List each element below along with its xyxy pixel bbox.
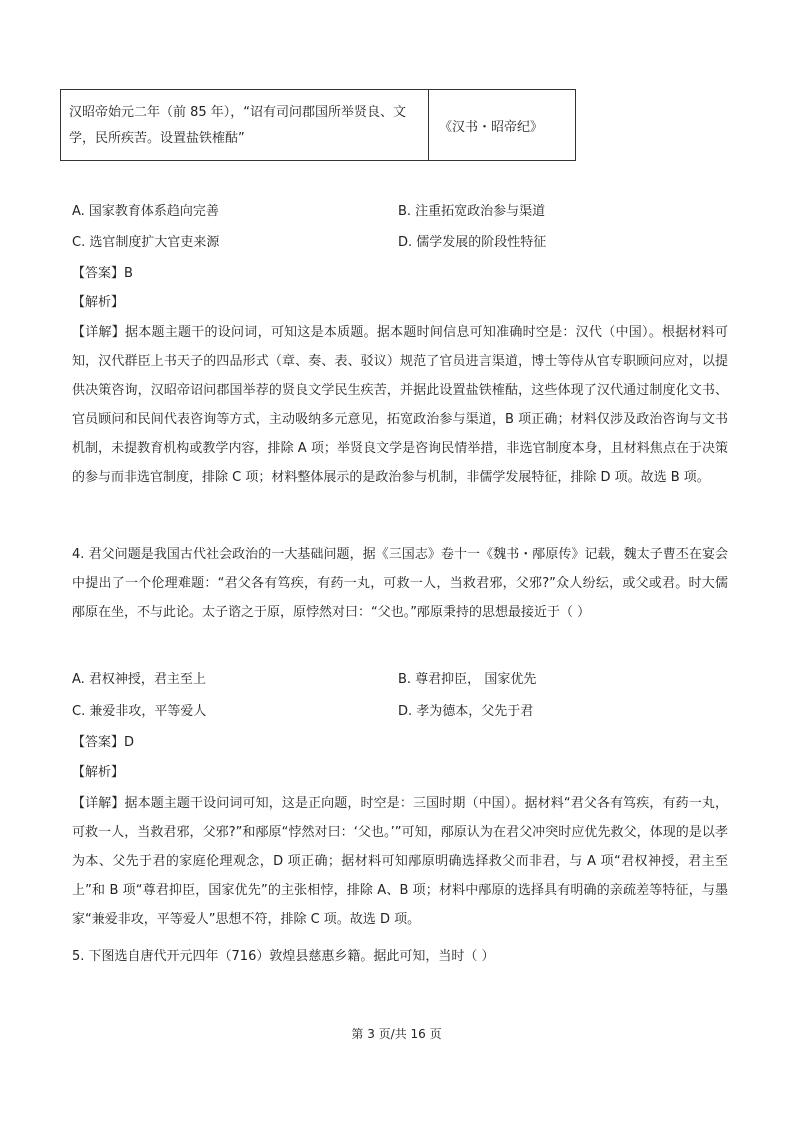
source-citation-text: 《汉书・昭帝纪》: [439, 119, 544, 135]
q4-answer: 【答案】D: [72, 735, 135, 750]
q4-option-b: B. 尊君抑臣， 国家优先: [398, 672, 537, 687]
q5-stem: 5. 下图选自唐代开元四年（716）敦煌县慈惠乡籍。据此可知，当时（ ）: [72, 949, 495, 964]
q4-option-d: D. 孝为德本，父先于君: [398, 704, 534, 719]
q4-analysis-label: 【解析】: [72, 765, 125, 780]
q4-option-a: A. 君权神授，君主至上: [72, 672, 206, 687]
q4-detail: 【详解】据本题主题干设问词可知，这是正向题，时空是：三国时期（中国）。据材料“君父各有笃疾，有药一丸，可救一人，当救君邪，父邪?”和邴原“悖然对曰：‘父也。’”可知，邴原认为在君父冲突时应优先救父，体现的是以孝为本、父先于君的家庭伦理观念，D 项正确；据材料可知邴原明确选择救父而非君，与 A 项“君权神授，君主至上”和 B 项“尊君抑臣，国家优先”的主张相悖，排除 A、B 项；材料中邴原的选择具有明确的亲疏差等特征，与墨家“兼爱非攻，平等爱人”思想不符，排除 C 项。故选 D 项。: [72, 796, 728, 927]
q3-analysis-label: 【解析】: [72, 295, 125, 310]
q4-option-c: C. 兼爱非攻，平等爱人: [72, 704, 207, 719]
q4-stem: 4. 君父问题是我国古代社会政治的一大基础问题，据《三国志》卷十一《魏书・邴原传》记载，魏太子曹丕在宴会中提出了一个伦理难题：“君父各有笃疾，有药一丸，可救一人，当救君邪，父邪?”众人纷纭，或父或君。时大儒邴原在坐，不与此论。太子谘之于原，原悖然对曰：“父也。”邴原秉持的思想最接近于（ ）: [72, 547, 728, 620]
q3-detail: 【详解】据本题主题干的设问词，可知这是本质题。据本题时间信息可知准确时空是：汉代（中国）。根据材料可知，汉代群臣上书天子的四品形式（章、奏、表、驳议）规范了官员进言渠道，博士等侍从官专职顾问应对，以提供决策咨询，汉昭帝诏问郡国举荐的贤良文学民生疾苦，并据此设置盐铁榷酤，这些体现了汉代通过制度化文书、官员顾问和民间代表咨询等方式，主动吸纳多元意见，拓宽政治参与渠道，B 项正确；材料仅涉及政治咨询与文书机制，未提教育机构或教学内容，排除 A 项；举贤良文学是咨询民情举措，非选官制度本身，且材料焦点在于决策的参与而非选官制度，排除 C 项；材料整体展示的是政治参与机制，非儒学发展特征，排除 D 项。故选 B 项。: [72, 325, 728, 485]
q3-option-c: C. 选官制度扩大官吏来源: [72, 235, 220, 250]
page-footer: 第 3 页/共 16 页: [351, 1027, 442, 1041]
q3-answer: 【答案】B: [72, 266, 133, 281]
source-citation: [429, 90, 575, 160]
q3-option-b: B. 注重拓宽政治参与渠道: [398, 204, 546, 219]
source-table: [60, 89, 576, 161]
q3-option-a: A. 国家教育体系趋向完善: [72, 204, 219, 219]
q3-option-d: D. 儒学发展的阶段性特征: [398, 235, 547, 250]
source-quote: 汉昭帝始元二年（前 85 年），“诏有司问郡国所举贤良、文学，民所疾苦。设置盐铁榷酤”: [61, 90, 429, 160]
